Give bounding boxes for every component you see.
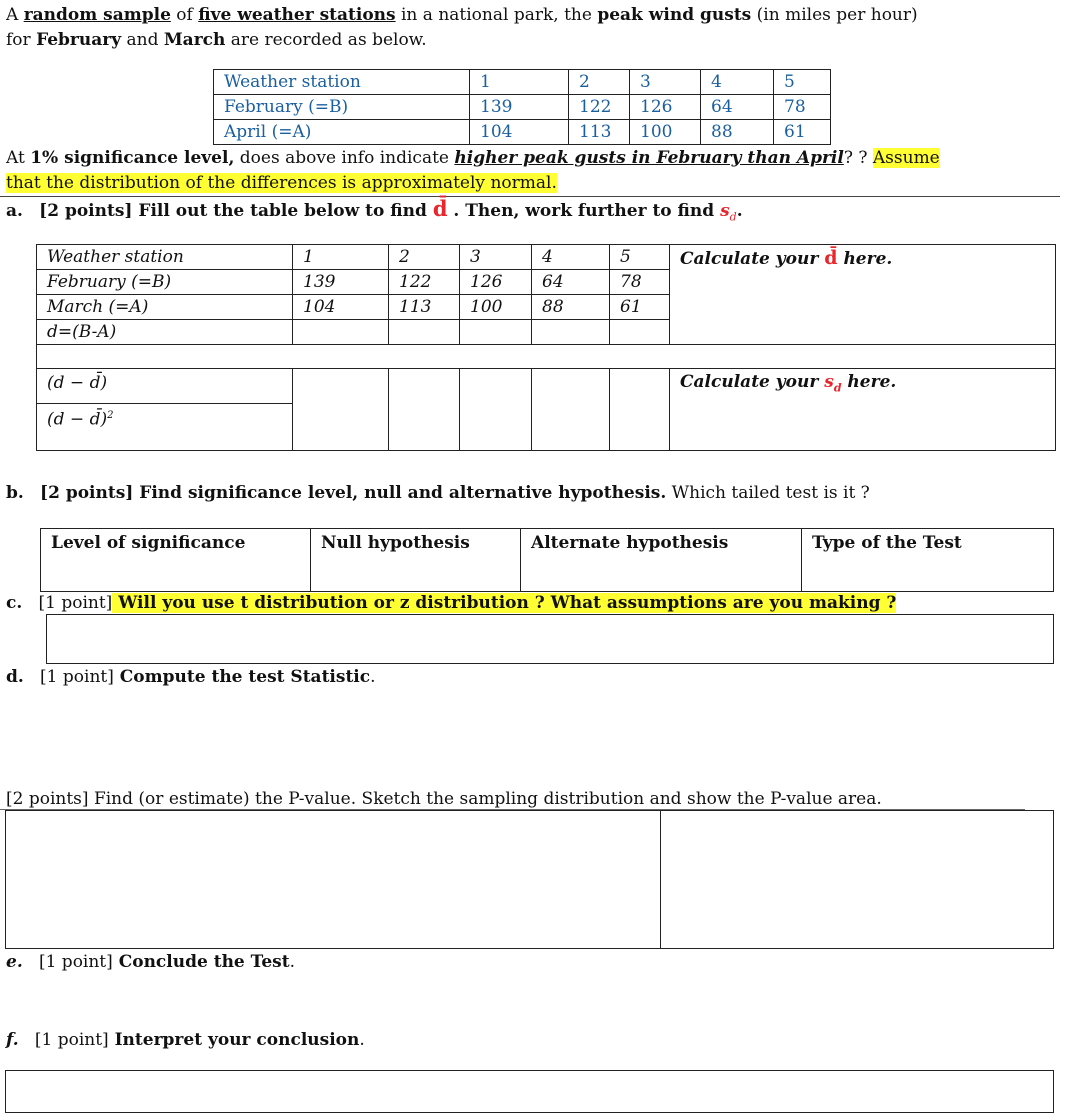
significance-cell[interactable]: Level of significance [41, 529, 311, 592]
dev-cell-2[interactable] [389, 369, 460, 451]
table-row [37, 345, 1056, 369]
fill-out-table [36, 244, 1056, 451]
calc-sd-area[interactable]: Calculate your $s_d$ here. [670, 369, 1056, 451]
sketch-box[interactable] [660, 810, 1054, 949]
part-a-prompt: a. [2 points] Fill out the table below to find d̄ . Then, work further to find $s_d$. [6, 196, 743, 224]
part-c-prompt: c. [1 point] Will you use t distribution or z distribution ? What assumptions are you making ? [6, 593, 897, 613]
weather-data-table [213, 69, 831, 145]
part-e-prompt: e. [1 point] Conclude the Test. [6, 952, 296, 972]
assume-highlight: Assume [872, 148, 940, 168]
table-row: April (=A) 104 113 100 88 61 [214, 120, 831, 145]
table-row: February (=B) 139 122 126 64 78 [37, 270, 1056, 295]
part-d-prompt: d. [1 point] Compute the test Statistic. [6, 667, 376, 687]
intro-line-2: for February and March are recorded as below. [6, 30, 427, 50]
alternate-hypothesis-cell[interactable]: Alternate hypothesis [521, 529, 802, 592]
dev-cell-3[interactable] [460, 369, 532, 451]
table-row: d=(B-A) [37, 320, 1056, 345]
table-row: February (=B) 139 122 126 64 78 [214, 95, 831, 120]
assume-highlight-2: that the distribution of the differences is approximately normal. [6, 173, 557, 193]
dev-cell-5[interactable] [610, 369, 670, 451]
d-cell-5[interactable] [610, 320, 670, 345]
emphasis-text: higher peak gusts in February than April [454, 148, 844, 168]
dev-cell-1[interactable] [293, 369, 389, 451]
d-cell-3[interactable] [460, 320, 532, 345]
part-c-highlight: Will you use t distribution or z distribution ? What assumptions are you making ? [112, 593, 897, 613]
part-b-prompt: b. [2 points] Find significance level, null and alternative hypothesis. Which tailed test is it ? [6, 483, 870, 503]
question-line-1: At 1% significance level, does above info indicate higher peak gusts in February than April? ? Assume [6, 148, 940, 168]
calc-dbar-area[interactable]: Calculate your d̄ here. [670, 245, 1056, 345]
question-line-2 [6, 171, 557, 196]
pvalue-answer-box[interactable] [5, 810, 661, 949]
null-hypothesis-cell[interactable]: Null hypothesis [311, 529, 521, 592]
table-row: Weather station 1 2 3 4 5 [214, 70, 831, 95]
pvalue-prompt: [2 points] Find (or estimate) the P-value. Sketch the sampling distribution and show the P-value area. [6, 789, 882, 809]
table-row: (d − d̄)$^2$ [37, 404, 1056, 451]
hypothesis-table [40, 528, 1054, 592]
table-row: Weather station 1 2 3 4 5 Calculate your d̄ here. [37, 245, 1056, 270]
table-row: March (=A) 104 113 100 88 61 [37, 295, 1056, 320]
table-row: (d − d̄) Calculate your $s_d$ here. [37, 369, 1056, 404]
part-c-answer-box[interactable] [46, 614, 1054, 664]
d-cell-2[interactable] [389, 320, 460, 345]
test-type-cell[interactable]: Type of the Test [802, 529, 1054, 592]
part-f-answer-box[interactable] [5, 1070, 1054, 1113]
random-sample-text: random sample [23, 5, 171, 25]
dev-cell-4[interactable] [532, 369, 610, 451]
spacer-row [37, 345, 1056, 369]
d-cell-4[interactable] [532, 320, 610, 345]
part-f-prompt: f. [1 point] Interpret your conclusion. [6, 1030, 365, 1050]
intro-line-1: A random sample of five weather stations in a national park, the peak wind gusts (in miles per hour) [6, 5, 918, 25]
five-stations-text: five weather stations [198, 5, 396, 25]
d-cell-1[interactable] [293, 320, 389, 345]
table-row [41, 529, 1054, 592]
